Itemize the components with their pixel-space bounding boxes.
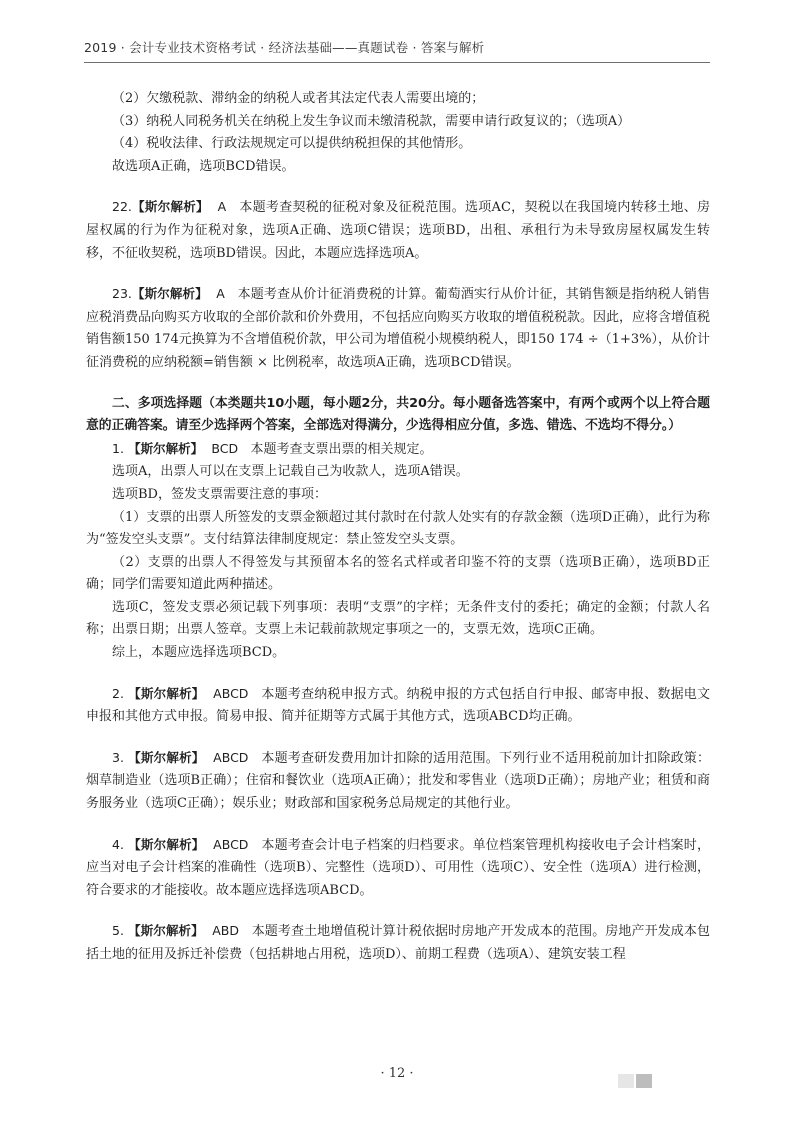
analysis-tag: 【斯尔解析】 [131, 199, 209, 215]
question-23-analysis [86, 283, 710, 374]
analysis-tag: 【斯尔解析】 [128, 836, 205, 852]
answer-key: ABCD [213, 836, 249, 852]
section-heading: 二、多项选择题（本类题共10小题，每小题2分，共20分。每小题备选答案中，有两个或两个以上符合题意的正确答案。请至少选择两个答案，全部选对得满分，少选得相应分值，多选、错选、不选均不得分。） [86, 395, 710, 434]
paragraph-m1-line: 综上，本题应选择选项BCD。 [112, 645, 286, 661]
question-number: 3. [112, 749, 124, 765]
analysis-text: 本题考查从价计征消费税的计算。葡萄酒实行从价计征，其销售额是指纳税人销售应税消费品向购买方收取的全部价款和价外费用，不包括应向购买方收取的增值税税款。因此，应将含增值税销售额150 174元换算为不含增值税价款，甲公司为增值税小规模纳税人，即150 174 ÷（1+3%），从价计征消费税的应纳税额=销售额 × 比例税率，故选项A正确，选项BCD错误。 [86, 287, 711, 370]
answer-key: ABCD [213, 749, 249, 765]
paragraph-m1-line: 选项BD，签发支票需要注意的事项： [112, 486, 327, 502]
analysis-text: 本题考查契税的征税对象及征税范围。选项AC，契税以在我国境内转移土地、房屋权属的行为作为征税对象，选项A正确、选项C错误；选项BD，出租、承租行为未导致房屋权属发生转移，不征收契税，选项BD错误。因此，本题应选择选项A。 [86, 200, 710, 261]
question-number: 2. [112, 685, 124, 701]
question-m1-analysis [86, 438, 710, 462]
paragraph-conclusion: 故选项A正确，选项BCD错误。 [112, 158, 295, 174]
answer-key: BCD [211, 440, 239, 456]
analysis-tag: 【斯尔解析】 [128, 685, 205, 701]
question-number: 4. [112, 836, 124, 852]
analysis-text: 本题考查会计电子档案的归档要求。单位档案管理机构接收电子会计档案时，应当对电子会计档案的准确性（选项B）、完整性（选项D）、可用性（选项C）、安全性（选项A）进行检测，符合要求的才能接收。故本题应选择选项ABCD。 [86, 837, 710, 898]
question-number: 1. [112, 440, 124, 456]
paragraph-m1-line: （1）支票的出票人所签发的支票金额超过其付款时在付款人处实有的存款金额（选项D正确），此行为称为“签发空头支票”。支付结算法律制度规定：禁止签发空头支票。 [86, 509, 710, 548]
page-number: · 12 · [380, 1066, 414, 1081]
analysis-text: 本题考查支票出票的相关规定。 [250, 441, 433, 457]
paragraph-item-4: （4）税收法律、行政法规规定可以提供纳税担保的其他情形。 [112, 136, 472, 152]
paragraph-m1-line: （2）支票的出票人不得签发与其预留本名的签名式样或者印鉴不符的支票（选项B正确），选项BD正确；同学们需要知道此两种描述。 [86, 554, 710, 593]
answer-key: ABD [212, 923, 239, 939]
page-body [86, 88, 710, 967]
answer-key: A [216, 286, 225, 302]
question-m2-analysis [86, 683, 710, 729]
question-number: 5. [112, 923, 124, 939]
analysis-text: 本题考查纳税申报方式。纳税申报的方式包括自行申报、邮寄申报、数据电文申报和其他方式申报。简易申报、简并征期等方式属于其他方式，选项ABCD均正确。 [86, 686, 710, 725]
analysis-tag: 【斯尔解析】 [128, 923, 204, 939]
question-22-analysis [86, 196, 710, 265]
analysis-tag: 【斯尔解析】 [128, 440, 204, 456]
answer-key: A [217, 199, 227, 215]
question-m4-analysis [86, 834, 710, 903]
question-number: 23. [112, 286, 132, 302]
header-divider [84, 62, 710, 63]
question-number: 22. [112, 199, 132, 215]
question-m5-analysis [86, 920, 710, 966]
corner-mark [618, 1074, 634, 1088]
paragraph-item-3: （3）纳税人同税务机关在纳税上发生争议而未缴清税款，需要申请行政复议的；（选项A） [112, 113, 631, 129]
corner-mark [636, 1074, 652, 1088]
paragraph-m1-line: 选项C，签发支票必须记载下列事项：表明“支票”的字样；无条件支付的委托；确定的金额；付款人名称；出票日期；出票人签章。支票上未记载前款规定事项之一的，支票无效，选项C正确。 [86, 599, 710, 638]
paragraph-item-2: （2）欠缴税款、滞纳金的纳税人或者其法定代表人需要出境的； [112, 91, 485, 106]
answer-key: ABCD [213, 685, 249, 701]
analysis-tag: 【斯尔解析】 [128, 749, 205, 765]
running-header: 2019 · 会计专业技术资格考试 · 经济法基础——真题试卷 · 答案与解析 [84, 40, 485, 55]
analysis-text: 本题考查研发费用加计扣除的适用范围。下列行业不适用税前加计扣除政策：烟草制造业（选项B正确）；住宿和餐饮业（选项A正确）；批发和零售业（选项D正确）；房地产业；租赁和商务服务业（选项C正确）；娱乐业；财政部和国家税务总局规定的其他行业。 [86, 750, 710, 812]
analysis-text: 本题考查土地增值税计算计税依据时房地产开发成本的范围。房地产开发成本包括土地的征用及拆迁补偿费（包括耕地占用税，选项D）、前期工程费（选项A）、建筑安装工程 [86, 924, 710, 962]
analysis-tag: 【斯尔解析】 [131, 286, 208, 302]
question-m3-analysis [86, 747, 710, 816]
paragraph-m1-line: 选项A，出票人可以在支票上记载自己为收款人，选项A错误。 [112, 464, 469, 480]
